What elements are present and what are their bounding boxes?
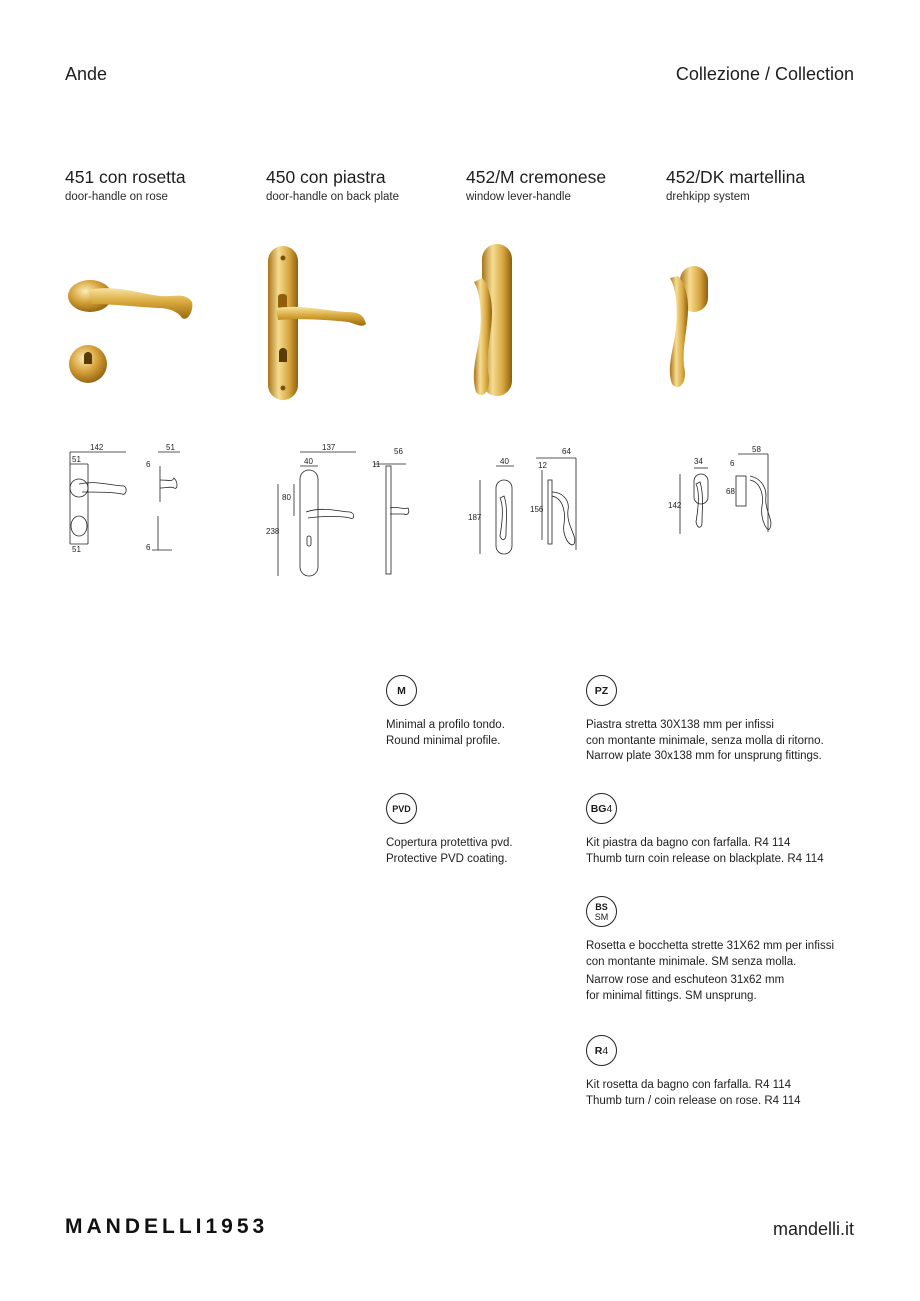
dim-label: 137: [322, 443, 336, 452]
dim-label: 40: [304, 457, 313, 466]
feature-narrow-plate: [586, 675, 876, 765]
feature-bathroom-plate: [586, 793, 876, 867]
drawing-450: [264, 440, 414, 580]
dim-label: 6: [730, 459, 735, 468]
dim-label: 6: [146, 460, 151, 469]
product-code: 452/M cremonese: [466, 167, 607, 187]
feature-bathroom-rose: [586, 1035, 876, 1109]
feature-badge-m: M: [386, 675, 417, 706]
feature-text: Piastra stretta 30X138 mm per infissi con montante minimale, senza molla di ritorno. Narrow plate 30x138 mm for unsprung fittings.: [586, 719, 824, 762]
dim-label: 11: [372, 460, 381, 469]
dim-label: 51: [166, 443, 175, 452]
brand-logo: MANDELLI1953: [65, 1215, 269, 1238]
product-code: 451 con rosetta: [65, 167, 186, 187]
drawing-451: [62, 440, 212, 580]
dim-label: 51: [72, 545, 81, 554]
dim-label: 34: [694, 457, 703, 466]
feature-text: Minimal a profilo tondo. Round minimal profile.: [386, 719, 505, 747]
handle-plate-photo: [262, 232, 432, 407]
dim-label: 80: [282, 493, 291, 502]
drawing-452dk: [666, 440, 816, 580]
window-handle-photo: [462, 232, 632, 407]
feature-text: Rosetta e bocchetta strette 31X62 mm per infissi con montante minimale. SM senza molla. Narrow rose and eschuteon 31x62 mm for minimal fittings. SM unsprung.: [586, 940, 835, 1002]
product-450: [266, 166, 456, 205]
dim-label: 142: [90, 443, 104, 452]
dim-label: 6: [146, 543, 151, 552]
dim-label: 40: [500, 457, 509, 466]
product-code: 452/DK martellina: [666, 167, 806, 187]
website-link[interactable]: mandelli.it: [772, 1219, 854, 1239]
dim-label: 187: [468, 513, 482, 522]
drehkipp-handle-photo: [662, 232, 832, 407]
dim-label: 58: [752, 445, 761, 454]
feature-badge-r4: R4: [586, 1035, 617, 1066]
feature-text: Kit rosetta da bagno con farfalla. R4 114 Thumb turn / coin release on rose. R4 114: [586, 1079, 801, 1107]
dim-label: 238: [266, 527, 280, 536]
feature-badge-bg4: BG4: [586, 793, 617, 824]
dim-label: 51: [72, 455, 81, 464]
dim-label: 56: [394, 447, 403, 456]
drawing-452m: [466, 440, 616, 580]
feature-badge-pvd: PVD: [386, 793, 417, 824]
product-code: 450 con piastra: [266, 167, 386, 187]
product-description: drehkipp system: [666, 191, 750, 203]
dim-label: 68: [726, 487, 735, 496]
dim-label: 64: [562, 447, 571, 456]
dim-label: 156: [530, 505, 544, 514]
feature-text: Copertura protettiva pvd. Protective PVD coating.: [386, 837, 513, 865]
product-description: door-handle on rose: [65, 191, 168, 203]
feature-text: Kit piastra da bagno con farfalla. R4 114 Thumb turn coin release on blackplate. R4 114: [586, 837, 824, 865]
product-description: door-handle on back plate: [266, 191, 399, 203]
feature-badge-pz: PZ: [586, 675, 617, 706]
product-description: window lever-handle: [466, 191, 571, 203]
collection-name: Ande: [65, 64, 108, 84]
product-452dk: [666, 166, 856, 205]
handle-rose-photo: [60, 232, 230, 407]
product-451: [65, 166, 255, 205]
section-title: Collezione / Collection: [675, 64, 854, 84]
product-452m: [466, 166, 656, 205]
dim-label: 12: [538, 461, 547, 470]
feature-narrow-rose: [586, 896, 876, 1004]
feature-badge-bs-sm: BS SM: [586, 896, 617, 927]
dim-label: 142: [668, 501, 682, 510]
